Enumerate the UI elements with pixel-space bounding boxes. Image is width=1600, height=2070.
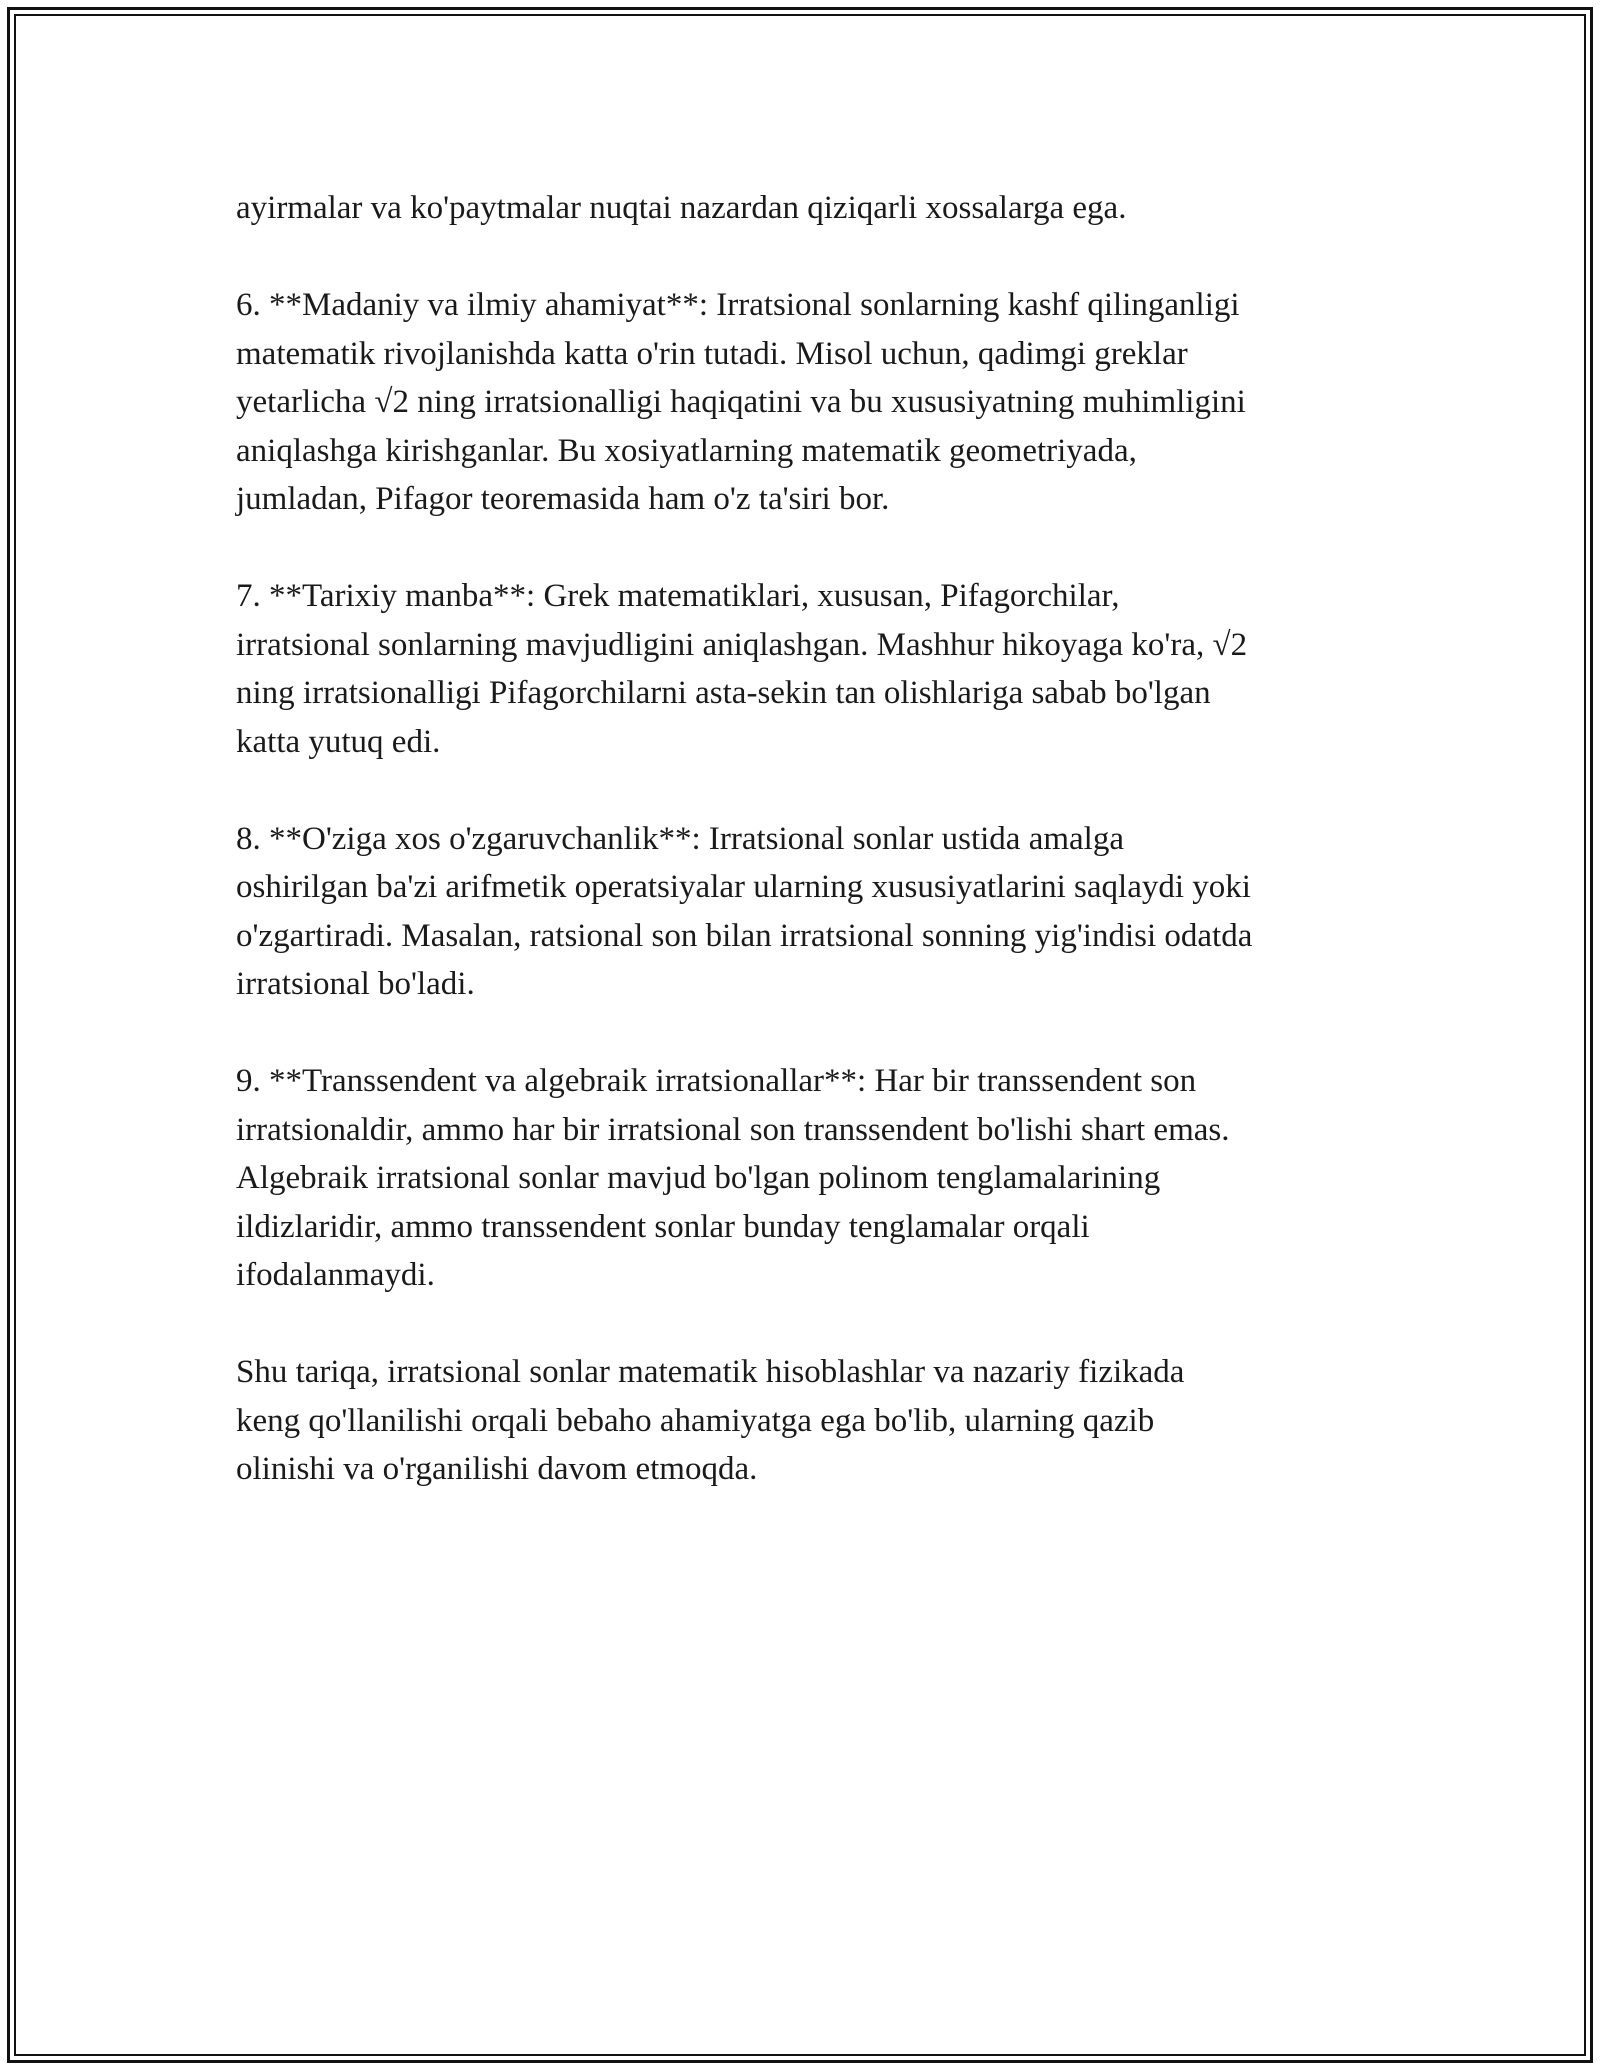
paragraph-item-9	[236, 1057, 1376, 1300]
text-line: 9. **Transsendent va algebraik irratsionallar**: Har bir transsendent son	[236, 1063, 1197, 1099]
text-line: 8. **O'ziga xos o'zgaruvchanlik**: Irratsional sonlar ustida amalga	[236, 820, 1124, 857]
text-line: aniqlashga kirishganlar. Bu xosiyatlarning matematik geometriyada,	[236, 432, 1137, 469]
paragraph-continuation	[236, 184, 1376, 233]
text-line: keng qo'llanilishi orqali bebaho ahamiyatga ega bo'lib, ularning qazib	[236, 1402, 1155, 1439]
paragraph-item-8	[236, 815, 1376, 1009]
document-body	[236, 184, 1376, 1542]
text-line: ildizlaridir, ammo transsendent sonlar bunday tenglamalar orqali	[236, 1208, 1090, 1245]
text-line: katta yutuq edi.	[236, 723, 441, 760]
paragraph-conclusion	[236, 1348, 1376, 1494]
text-line: jumladan, Pifagor teoremasida ham o'z ta'siri bor.	[236, 481, 890, 517]
paragraph-item-6	[236, 281, 1376, 524]
text-line: irratsional sonlarning mavjudligini aniqlashgan. Mashhur hikoyaga ko'ra, √2	[236, 626, 1248, 663]
text-line: irratsional bo'ladi.	[236, 966, 475, 1002]
text-line: 7. **Tarixiy manba**: Grek matematiklari, xususan, Pifagorchilar,	[236, 578, 1120, 614]
text-line: ifodalanmaydi.	[236, 1257, 435, 1293]
text-line: olinishi va o'rganilishi davom etmoqda.	[236, 1451, 758, 1487]
text-line: Shu tariqa, irratsional sonlar matematik hisoblashlar va nazariy fizikada	[236, 1354, 1185, 1390]
text-line: o'zgartiradi. Masalan, ratsional son bilan irratsional sonning yig'indisi odatda	[236, 917, 1253, 954]
paragraph-item-7	[236, 572, 1376, 766]
text-line: 6. **Madaniy va ilmiy ahamiyat**: Irratsional sonlarning kashf qilinganligi	[236, 287, 1240, 323]
text-line: ning irratsionalligi Pifagorchilarni asta-sekin tan olishlariga sabab bo'lgan	[236, 675, 1211, 711]
text-line: irratsionaldir, ammo har bir irratsional son transsendent bo'lishi shart emas.	[236, 1111, 1230, 1148]
text-line: matematik rivojlanishda katta o'rin tutadi. Misol uchun, qadimgi greklar	[236, 335, 1188, 372]
text-line: ayirmalar va ko'paytmalar nuqtai nazardan qiziqarli xossalarga ega.	[236, 190, 1127, 226]
text-line: yetarlicha √2 ning irratsionalligi haqiqatini va bu xususiyatning muhimligini	[236, 384, 1246, 420]
text-line: oshirilgan ba'zi arifmetik operatsiyalar ularning xususiyatlarini saqlaydi yoki	[236, 869, 1251, 905]
text-line: Algebraik irratsional sonlar mavjud bo'lgan polinom tenglamalarining	[236, 1160, 1161, 1196]
